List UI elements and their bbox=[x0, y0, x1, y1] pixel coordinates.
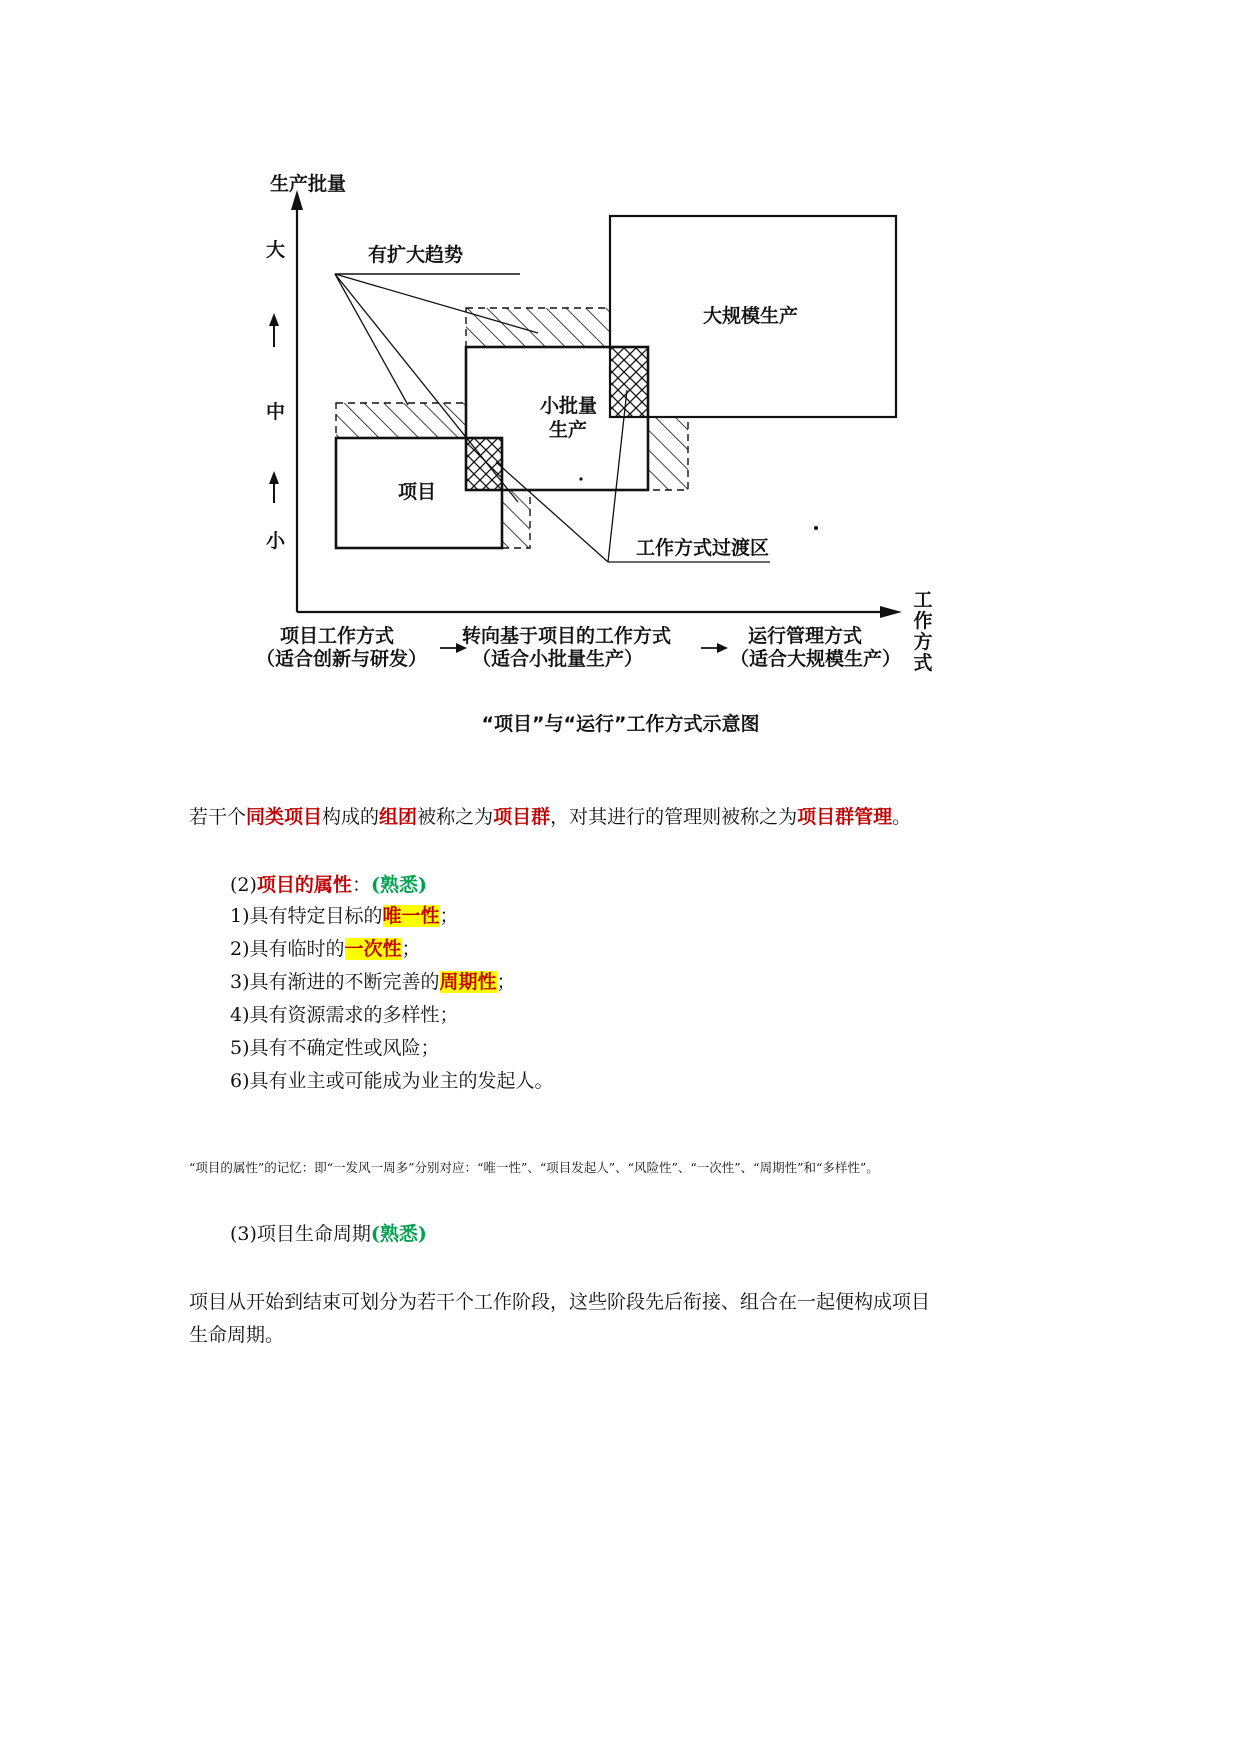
y-level-big: 大 bbox=[266, 239, 286, 261]
diagram-graphics bbox=[0, 0, 1241, 700]
attribute-item: 4)具有资源需求的多样性； bbox=[230, 1004, 459, 1026]
lifecycle-line-1: 项目从开始到结束可划分为若干个工作阶段，这些阶段先后衔接、组合在一起便构成项目 bbox=[189, 1291, 931, 1313]
x-stage-2-line1: 转向基于项目的工作方式 bbox=[462, 625, 672, 647]
attribute-highlight: 唯一性 bbox=[382, 905, 440, 927]
x-stage-2-line2: （适合小批量生产） bbox=[472, 648, 644, 670]
largescale-label: 大规模生产 bbox=[703, 305, 799, 327]
attribute-item: 3)具有渐进的不断完善的周期性； bbox=[230, 971, 516, 993]
x-stage-1-line1: 项目工作方式 bbox=[280, 625, 395, 647]
up-arrow-1 bbox=[269, 313, 279, 326]
stage-arrow-2 bbox=[717, 643, 728, 653]
attribute-highlight: 一次性 bbox=[344, 938, 402, 960]
work-mode-diagram bbox=[0, 0, 1241, 700]
y-level-small: 小 bbox=[266, 530, 286, 552]
x-axis-title: 工作方式 bbox=[913, 589, 933, 674]
lifecycle-paragraph bbox=[189, 1286, 930, 1352]
smallbatch-label-2: 生产 bbox=[549, 419, 588, 441]
transition-zone-1 bbox=[466, 438, 502, 490]
x-axis-arrow bbox=[880, 606, 902, 618]
project-label: 项目 bbox=[398, 481, 437, 503]
memory-note: “项目的属性”的记忆：即“一发风一周多”分别对应：“唯一性”、“项目发起人”、“风险性”、“一次性”、“周期性”和“多样性”。 bbox=[189, 1160, 879, 1175]
project-group-paragraph: 若干个同类项目构成的组团被称之为项目群，对其进行的管理则被称之为项目群管理。 bbox=[189, 806, 912, 828]
smallbatch-label-1: 小批量 bbox=[540, 395, 598, 417]
y-axis-title: 生产批量 bbox=[270, 173, 347, 195]
attribute-item: 1)具有特定目标的唯一性； bbox=[230, 905, 459, 927]
trend-label: 有扩大趋势 bbox=[368, 244, 464, 266]
up-arrow-2 bbox=[269, 471, 279, 484]
y-level-mid: 中 bbox=[266, 401, 286, 423]
lifecycle-line-2: 生命周期。 bbox=[189, 1324, 285, 1346]
diagram-caption: “项目”与“运行”工作方式示意图 bbox=[481, 713, 760, 735]
attribute-item: 5)具有不确定性或风险； bbox=[230, 1037, 440, 1059]
section-3-heading: (3)项目生命周期(熟悉) bbox=[230, 1223, 427, 1245]
x-stage-1-line2: （适合创新与研发） bbox=[256, 648, 428, 670]
transition-label: 工作方式过渡区 bbox=[636, 537, 770, 559]
section-2-heading: (2)项目的属性：(熟悉) bbox=[230, 874, 427, 896]
transition-zone-2 bbox=[610, 347, 648, 417]
attribute-item: 6)具有业主或可能成为业主的发起人。 bbox=[230, 1070, 554, 1092]
attribute-highlight: 周期性 bbox=[439, 971, 497, 993]
attribute-item: 2)具有临时的一次性； bbox=[230, 938, 421, 960]
x-stage-3-line2: （适合大规模生产） bbox=[730, 648, 902, 670]
x-stage-3-line1: 运行管理方式 bbox=[748, 625, 863, 647]
